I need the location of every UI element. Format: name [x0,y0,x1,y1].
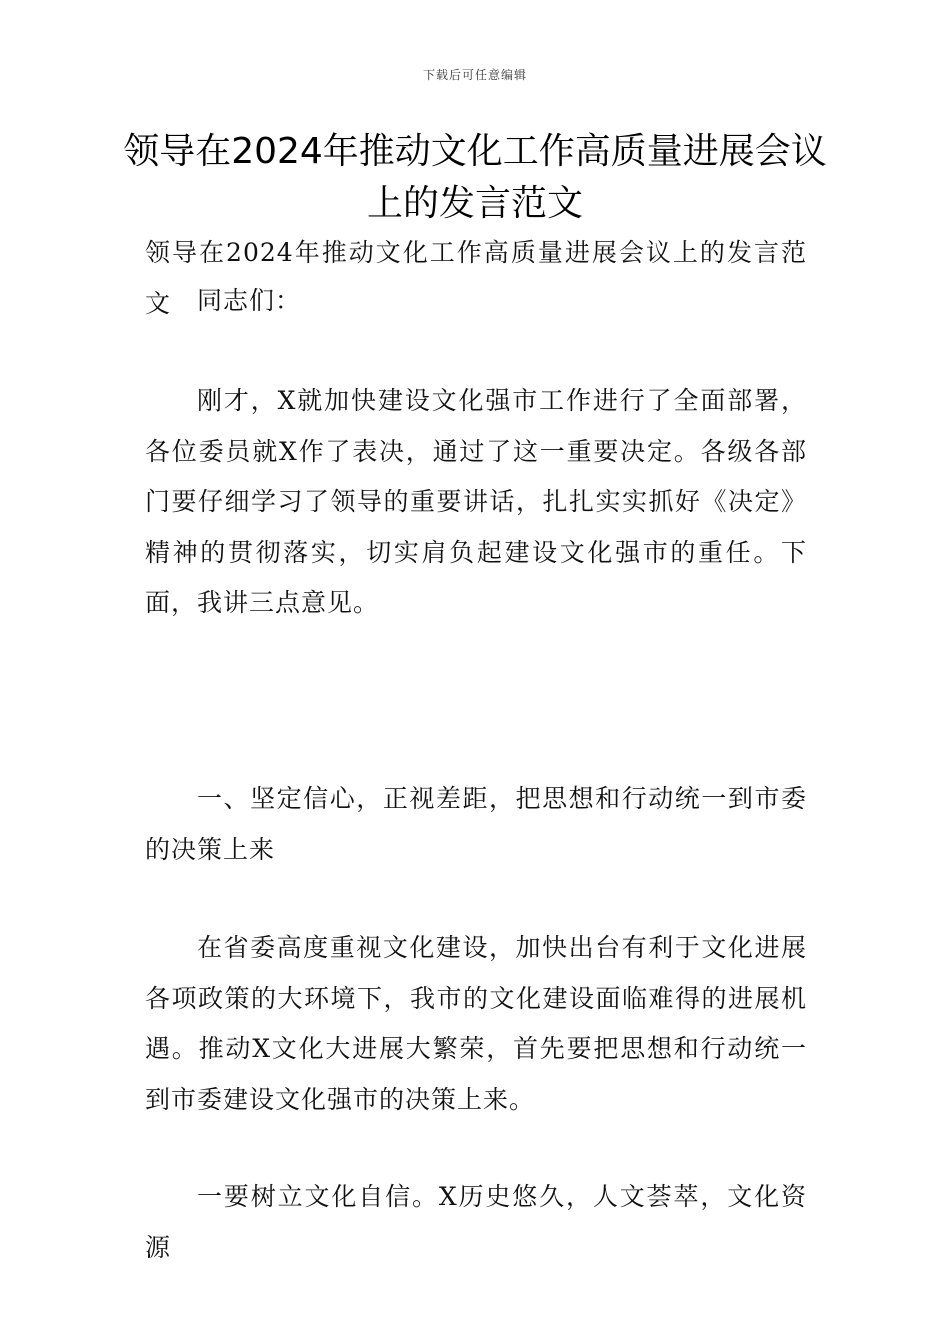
header-note: 下载后可任意编辑 [422,68,527,82]
paragraph-body: 在省委高度重视文化建设，加快出台有利于文化进展各项政策的大环境下，我市的文化建设面临难得的进展机遇。推动X文化大进展大繁荣，首先要把思想和行动统一到市委建设文化强市的决策上来。 [145,933,807,1114]
salutation: 同志们： [197,286,302,315]
document-subtitle-line: 领导在2024年推动文化工作高质量进展会议上的发言范文 [145,238,807,318]
paragraph-intro: 刚才，X就加快建设文化强市工作进行了全面部署，各位委员就X作了表决，通过了这一重要决定。各级各部门要仔细学习了领导的重要讲话，扎扎实实抓好《决定》精神的贯彻落实，切实肩负起建设文化强市的重任。下面，我讲三点意见。 [145,386,807,617]
section-heading-1: 一、坚定信心，正视差距，把思想和行动统一到市委的决策上来 [145,784,807,864]
document-title: 领导在2024年推动文化工作高质量进展会议上的发言范文 [123,131,827,224]
paragraph-body: 一要树立文化自信。X历史悠久，人文荟萃，文化资源 [145,1182,807,1262]
